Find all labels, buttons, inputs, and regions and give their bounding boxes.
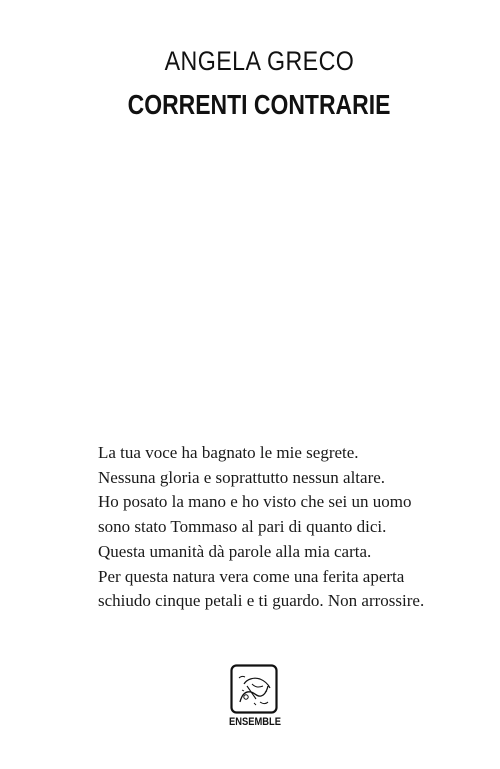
- author-name: ANGELA GRECO: [164, 46, 355, 76]
- poem-line: schiudo cinque petali e ti guardo. Non arrossire.: [98, 591, 425, 611]
- poem-line: Ho posato la mano e ho visto che sei un uomo: [98, 492, 412, 512]
- poem-line: Nessuna gloria e soprattutto nessun altare.: [98, 467, 386, 487]
- book-title: CORRENTI CONTRARIE: [127, 89, 391, 120]
- poem-line: sono stato Tommaso al pari di quanto dici.: [98, 517, 387, 537]
- poem-line: Per questa natura vera come una ferita aperta: [98, 566, 405, 586]
- poem-excerpt: [98, 441, 488, 614]
- publisher-emblem-icon: [230, 664, 278, 714]
- poem-line: Questa umanità dà parole alla mia carta.: [98, 541, 372, 561]
- publisher-logo: [228, 664, 284, 734]
- poem-line: La tua voce ha bagnato le mie segrete.: [98, 443, 359, 462]
- publisher-name: ENSEMBLE: [229, 716, 281, 728]
